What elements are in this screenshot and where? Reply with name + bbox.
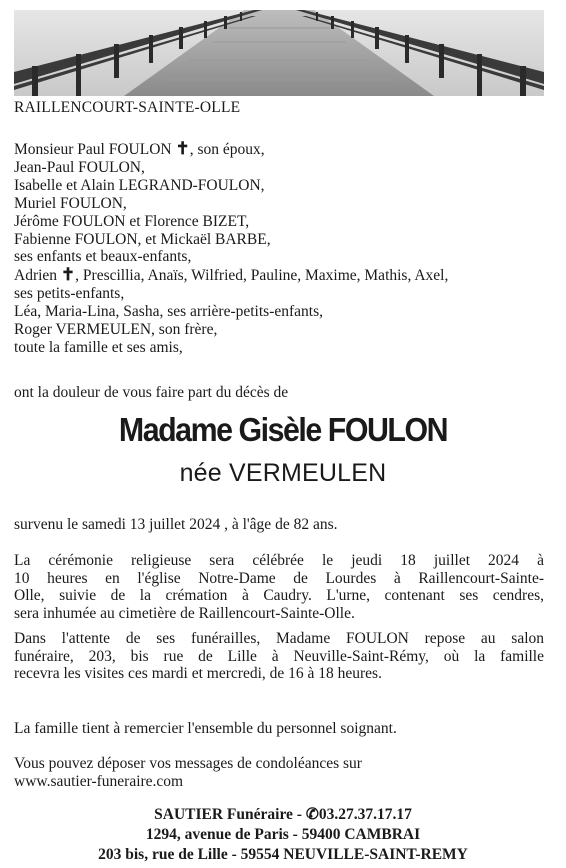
address-line: 1294, avenue de Paris - 59400 CAMBRAI (145, 826, 421, 843)
bridge-illustration (14, 10, 544, 96)
maiden-name: née VERMEULEN (179, 459, 387, 487)
thanks-paragraph: La famille tient à remercier l'ensemble du personnel soignant. (14, 720, 397, 737)
company-line (0, 805, 566, 825)
company-name: SAUTIER Funéraire - (154, 806, 302, 823)
condolences-paragraph: Vous pouvez déposer vos messages de condoléances sur www.sautier-funeraire.com (14, 755, 544, 790)
family-line: Jean-Paul FOULON, (14, 158, 145, 176)
family-line: Isabelle et Alain LEGRAND-FOULON, (14, 176, 265, 194)
cross-icon: ✝ (175, 139, 190, 158)
address-line: 203 bis, rue de Lille - 59554 NEUVILLE-SAINT-REMY (98, 846, 468, 863)
family-line: ses petits-enfants, (14, 285, 125, 303)
family-line: Adrien ✝, Prescillia, Anaïs, Wilfried, Pauline, Maxime, Mathis, Axel, (14, 265, 449, 285)
family-line: Monsieur Paul FOULON ✝, son époux, (14, 139, 265, 158)
family-line: Muriel FOULON, (14, 194, 127, 212)
family-line: ses enfants et beaux-enfants, (14, 248, 192, 266)
family-line: Léa, Maria-Lina, Sasha, ses arrière-petits-enfants, (14, 303, 324, 321)
phone-number: 03.27.37.17.17 (318, 806, 412, 823)
family-line: toute la famille et ses amis, (14, 338, 183, 356)
family-line: Roger VERMEULEN, son frère, (14, 321, 218, 339)
phone-icon: ✆ (305, 806, 319, 823)
city-heading: RAILLENCOURT-SAINTE-OLLE (14, 99, 241, 116)
family-list (14, 140, 448, 357)
deceased-name: Madame Gisèle FOULON (118, 411, 448, 448)
family-line: Fabienne FOULON, et Mickaël BARBE, (14, 230, 271, 248)
funeral-home-footer (0, 805, 566, 865)
condolences-website: www.sautier-funeraire.com (14, 772, 184, 790)
ceremony-paragraph: La cérémonie religieuse sera célébrée le jeudi 18 juillet 2024 à 10 heures en l'église Notre-Dame de Lourdes à Raillencourt-Sainte- Olle, suivie de la crémation à Caudry. L'urne, contenant ses cendres, sera inhumée au cimetière de Raillencourt-Sainte-Olle. (14, 552, 544, 622)
announcement-intro: ont la douleur de vous faire part du décès de (14, 384, 289, 401)
death-date-paragraph: survenu le samedi 13 juillet 2024 , à l'âge de 82 ans. (14, 516, 338, 533)
bridge-photo (14, 10, 544, 96)
cross-icon: ✝ (60, 265, 76, 285)
rest-paragraph: Dans l'attente de ses funérailles, Madame FOULON repose au salon funéraire, 203, bis rue de Lille à Neuville-Saint-Rémy, où la famille recevra les visites ces mardi et mercredi, de 16 à 18 heures. (14, 630, 544, 683)
family-line: Jérôme FOULON et Florence BIZET, (14, 212, 250, 230)
